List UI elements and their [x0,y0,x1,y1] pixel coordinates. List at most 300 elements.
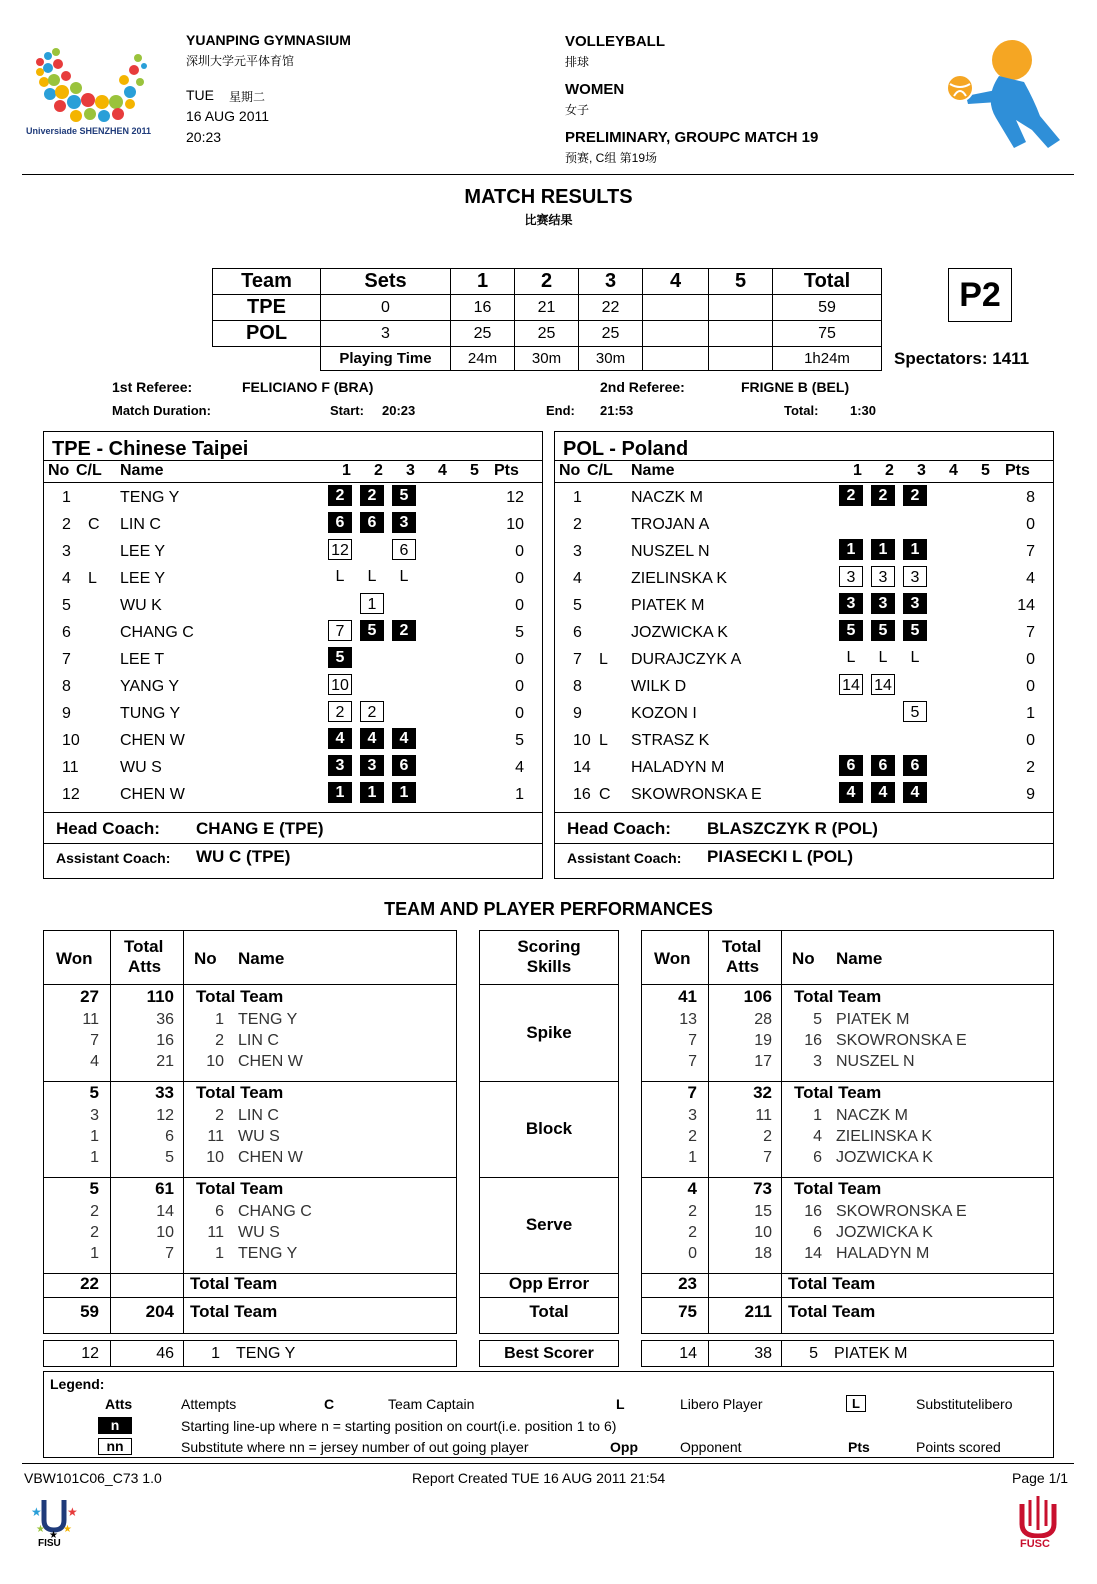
player-no: 6 [215,1203,224,1220]
team-b-best-scorer [641,1340,1054,1367]
player-name: NACZK M [631,489,703,506]
set-1-entry: 5 [328,647,352,668]
player-number: 2 [573,516,582,533]
player-no: 10 [206,1149,224,1166]
player-name: TUNG Y [120,705,181,722]
group-divider [44,1081,456,1082]
player-name: YANG Y [120,678,179,695]
player-name: WILK D [631,678,687,695]
sets-b-sets: 3 [321,321,451,347]
player-no: 2 [215,1032,224,1049]
set-3-entry: 1 [903,539,927,560]
player-points: 5 [515,624,524,641]
player-no: 11 [207,1224,224,1241]
sets-a-5 [709,295,773,321]
group-total-team: Total Team [196,987,284,1006]
col-atts: Atts [726,957,760,976]
header-divider [480,984,618,985]
player-number: 1 [62,489,71,506]
sets-b-2: 25 [515,321,579,347]
opp-divider [642,1297,1053,1298]
player-name: DURAJCZYK A [631,651,742,668]
legend-lbox-desc: Substitutelibero [916,1396,1013,1412]
group-won: 41 [678,987,697,1006]
team-b-panel [554,431,1054,879]
player-won: 7 [90,1032,99,1049]
player-points: 0 [515,651,524,668]
player-name: HALADYN M [836,1245,930,1262]
player-name: LIN C [238,1032,279,1049]
player-atts: 19 [754,1032,772,1049]
player-points: 7 [1026,543,1035,560]
col-total: Total [124,937,164,956]
roster-header-divider [555,482,1053,483]
legend-atts-desc: Attempts [181,1396,237,1412]
sets-pt-blank [213,347,321,371]
player-number: 3 [573,543,582,560]
player-row [555,511,1053,538]
set-1-entry: 4 [839,782,863,803]
sets-b-4 [643,321,709,347]
player-name: TENG Y [238,1245,298,1262]
set-3-entry: 5 [903,620,927,641]
player-atts: 12 [156,1107,174,1124]
player-points: 1 [1026,705,1035,722]
player-won: 1 [90,1245,99,1262]
player-won: 1 [90,1149,99,1166]
start-time: 20:23 [382,403,416,418]
roster-header-no: No [559,462,581,479]
team-a-title: TPE - Chinese Taipei [52,438,249,460]
page-title: MATCH RESULTS [464,186,633,208]
col-won: Won [654,949,691,968]
scoring-skills-column [479,930,619,1334]
legend-c-key: C [324,1396,335,1412]
logo-text: Universiade SHENZHEN 2011 [26,126,152,136]
player-name: TENG Y [120,489,180,506]
col-divider [708,1341,709,1366]
roster-header-s3: 3 [917,462,926,479]
set-1-entry: 6 [839,755,863,776]
player-points: 0 [1026,678,1035,695]
player-name: TROJAN A [631,516,710,533]
spectators: Spectators: 1411 [894,349,1030,368]
set-3-entry: 6 [903,755,927,776]
player-name: WU S [238,1224,280,1241]
roster-header-s2: 2 [374,462,383,479]
venue-cn: 深圳大学元平体育馆 [186,54,295,68]
sets-header-1: 1 [451,269,515,295]
set-3-entry: 5 [392,485,416,506]
player-row [44,646,542,673]
group-total-team: Total Team [794,1179,882,1198]
player-name: CHEN W [120,732,185,749]
sets-header-5: 5 [709,269,773,295]
sets-header-total: Total [773,269,882,295]
set-2-entry: 2 [360,701,384,722]
player-atts: 7 [165,1245,174,1262]
roster-header-s1: 1 [853,462,862,479]
player-no: 1 [813,1107,822,1124]
fusc-logo-icon [1014,1494,1062,1538]
player-number: 6 [62,624,71,641]
player-row [555,727,1053,754]
sport-cn: 排球 [565,55,590,69]
head-coach: CHANG E (TPE) [196,819,324,838]
player-no: 16 [804,1032,822,1049]
page-number: Page 1/1 [1012,1470,1069,1486]
player-row [555,754,1053,781]
team-a-best-scorer [43,1340,457,1367]
player-row [555,700,1053,727]
player-points: 0 [515,597,524,614]
set-1-entry: 2 [328,701,352,722]
player-number: 6 [573,624,582,641]
player-role: L [88,570,97,587]
player-name: WU S [238,1128,280,1145]
group-total-team: Total Team [196,1179,284,1198]
group-won: 5 [89,1083,99,1102]
player-number: 9 [62,705,71,722]
player-points: 12 [506,489,524,506]
legend-pts-key: Pts [848,1439,870,1455]
legend-nn-key: nn [98,1438,132,1455]
skill-serve: Serve [525,1215,573,1234]
player-role: L [599,732,608,749]
roster-header-name: Name [120,462,164,479]
col-divider [781,1341,782,1366]
fisu-logo [26,1496,82,1552]
group-won: 4 [687,1179,697,1198]
total-label: Total [529,1302,569,1321]
group-divider [642,1081,1053,1082]
roster-header-pts: Pts [1005,462,1030,479]
opp-divider [44,1297,456,1298]
playing-time-total: 1h24m [773,347,882,371]
volleyball-mascot-icon [944,38,1069,162]
best-won: 12 [81,1345,99,1362]
best-name: PIATEK M [834,1345,908,1362]
player-name: LIN C [238,1107,279,1124]
best-scorer-label: Best Scorer [504,1345,594,1362]
set-2-entry: 2 [360,485,384,506]
group-divider [44,1177,456,1178]
set-2-entry: 3 [871,566,895,587]
roster-header-s2: 2 [885,462,894,479]
player-name: WU K [120,597,162,614]
player-number: 8 [573,678,582,695]
set-3-entry: 1 [392,782,416,803]
set-1-entry: L [335,568,345,585]
player-row [44,754,542,781]
group-total-team: Total Team [794,1083,882,1102]
player-points: 10 [506,516,524,533]
player-no: 16 [804,1203,822,1220]
ref2-label: 2nd Referee: [600,379,685,395]
assistant-coach-label: Assistant Coach: [56,850,171,866]
player-number: 14 [573,759,591,776]
fusc-text: FUSC [1020,1538,1050,1550]
report-code-footer: VBW101C06_C73 1.0 [24,1470,162,1486]
set-1-entry: 3 [328,755,352,776]
player-won: 11 [82,1011,99,1028]
player-number: 9 [573,705,582,722]
player-won: 7 [688,1032,697,1049]
player-name: JOZWICKA K [631,624,728,641]
player-atts: 16 [156,1032,174,1049]
gender: WOMEN [565,81,625,98]
player-won: 3 [688,1107,697,1124]
player-points: 14 [1017,597,1035,614]
phase: PRELIMINARY, GROUPC MATCH 19 [565,129,819,146]
set-1-entry: 3 [839,593,863,614]
player-number: 5 [573,597,582,614]
set-3-entry: 5 [903,701,927,722]
legend-c-desc: Team Captain [388,1396,475,1412]
set-3-entry: 6 [392,539,416,560]
time: 20:23 [186,129,222,145]
player-name: CHEN W [238,1149,303,1166]
player-points: 0 [515,705,524,722]
set-1-entry: 2 [839,485,863,506]
group-won: 7 [687,1083,697,1102]
player-name: KOZON I [631,705,697,722]
player-atts: 6 [165,1128,174,1145]
sets-team-b: POL [213,321,321,347]
total-atts: 211 [744,1302,772,1321]
player-name: JOZWICKA K [836,1149,933,1166]
sets-a-total: 59 [773,295,882,321]
roster-header-name: Name [631,462,675,479]
player-name: ZIELINSKA K [631,570,728,587]
player-row [555,646,1053,673]
player-row [44,565,542,592]
header-divider [22,174,1074,175]
set-2-entry: 1 [360,782,384,803]
set-1-entry: 1 [328,782,352,803]
set-1-entry: 14 [839,674,863,695]
set-2-entry: 3 [360,755,384,776]
player-won: 13 [679,1011,697,1028]
player-points: 7 [1026,624,1035,641]
player-row [44,511,542,538]
player-name: HALADYN M [631,759,725,776]
player-number: 10 [573,732,591,749]
ref2: FRIGNE B (BEL) [741,379,850,395]
col-divider [183,1341,184,1366]
skill-block: Block [525,1119,573,1138]
roster-header-pts: Pts [494,462,519,479]
legend-pts-desc: Points scored [916,1439,1001,1455]
player-name: ZIELINSKA K [836,1128,933,1145]
set-3-entry: 3 [903,593,927,614]
legend-atts-key: Atts [105,1396,133,1412]
set-1-entry: 3 [839,566,863,587]
player-no: 10 [206,1053,224,1070]
player-won: 0 [688,1245,697,1262]
best-atts: 46 [156,1345,174,1362]
col-no: No [194,949,217,968]
set-3-entry: L [399,568,409,585]
player-row [555,538,1053,565]
opp-error-won: 23 [678,1274,697,1293]
player-atts: 5 [165,1149,174,1166]
end-time: 21:53 [600,403,634,418]
svg-text:★: ★ [31,1505,42,1519]
player-won: 2 [688,1203,697,1220]
head-coach-label: Head Coach: [56,819,160,838]
ref1-label: 1st Referee: [112,379,193,395]
player-no: 11 [207,1128,224,1145]
player-points: 9 [1026,786,1035,803]
player-won: 7 [688,1053,697,1070]
player-atts: 17 [754,1053,772,1070]
set-3-entry: 2 [392,620,416,641]
player-name: NUSZEL N [836,1053,915,1070]
set-2-entry: 14 [871,674,895,695]
roster-header-s1: 1 [342,462,351,479]
total-total-team: Total Team [190,1302,278,1321]
player-row [44,781,542,808]
player-row [555,592,1053,619]
player-name: SKOWRONSKA E [836,1203,967,1220]
player-points: 0 [1026,651,1035,668]
player-no: 14 [804,1245,822,1262]
svg-text:★: ★ [63,1524,72,1535]
player-won: 1 [90,1128,99,1145]
player-row [555,781,1053,808]
set-3-entry: 4 [903,782,927,803]
set-2-entry: 3 [871,593,895,614]
roster-header-cl: C/L [587,462,613,479]
phase-cn: 预赛, C组 第19场 [565,151,658,165]
set-2-entry: 1 [360,593,384,614]
total-won: 75 [678,1302,697,1321]
day-cn: 星期二 [229,90,266,104]
set-1-entry: 2 [328,485,352,506]
assistant-divider [44,843,542,844]
fisu-text: FISU [38,1538,61,1549]
player-row [44,484,542,511]
col-scoring: Scoring [517,937,581,956]
player-name: NUSZEL N [631,543,710,560]
player-points: 1 [515,786,524,803]
set-3-entry: 6 [392,755,416,776]
sets-b-total: 75 [773,321,882,347]
svg-text:★: ★ [49,1530,58,1538]
head-coach-label: Head Coach: [567,819,671,838]
player-row [555,484,1053,511]
player-name: CHANG C [120,624,194,641]
group-atts: 61 [155,1179,174,1198]
player-won: 2 [90,1203,99,1220]
assistant-coach: WU C (TPE) [196,847,291,866]
player-won: 2 [688,1128,697,1145]
performances-title: TEAM AND PLAYER PERFORMANCES [384,899,713,919]
player-atts: 14 [156,1203,174,1220]
player-name: NACZK M [836,1107,908,1124]
group-won: 27 [80,987,99,1006]
player-atts: 18 [754,1245,772,1262]
best-scorer-label-box [479,1340,619,1367]
set-2-entry: 6 [871,755,895,776]
player-number: 5 [62,597,71,614]
legend-opp-key: Opp [610,1439,638,1455]
best-name: TENG Y [236,1345,296,1362]
svg-text:★: ★ [67,1505,78,1519]
end-label: End: [546,403,575,418]
player-role: L [599,651,608,668]
player-number: 2 [62,516,71,533]
player-name: LEE T [120,651,165,668]
opp-divider [480,1297,618,1298]
player-points: 0 [1026,516,1035,533]
player-row [555,565,1053,592]
opp-error-label: Opp Error [508,1274,590,1293]
col-total: Total [722,937,762,956]
player-name: PIATEK M [631,597,705,614]
player-atts: 28 [754,1011,772,1028]
opp-error-won: 22 [80,1274,99,1293]
fisu-logo-icon [26,1496,82,1538]
player-points: 0 [515,570,524,587]
team-a-panel [43,431,543,879]
duration-label: Match Duration: [112,403,211,418]
player-name: WU S [120,759,162,776]
player-number: 4 [573,570,582,587]
svg-text:★: ★ [36,1524,45,1535]
playing-time-1: 24m [451,347,515,371]
set-1-entry: 4 [328,728,352,749]
player-role: C [599,786,611,803]
set-1-entry: 5 [839,620,863,641]
set-2-entry: 1 [871,539,895,560]
date: 16 AUG 2011 [186,108,270,124]
col-name: Name [238,949,285,968]
ref1: FELICIANO F (BRA) [242,379,374,395]
player-number: 12 [62,786,80,803]
player-number: 11 [62,759,79,776]
player-won: 4 [90,1053,99,1070]
coach-divider [44,812,542,813]
player-no: 1 [215,1245,224,1262]
player-atts: 10 [754,1224,772,1241]
player-name: CHEN W [238,1053,303,1070]
footer-divider [22,1463,1074,1464]
legend-opp-desc: Opponent [680,1439,742,1455]
roster-header-s3: 3 [406,462,415,479]
player-number: 16 [573,786,591,803]
best-no: 1 [211,1345,220,1362]
playing-time-4 [643,347,709,371]
total-atts: 204 [145,1302,174,1321]
sets-header-sets: Sets [321,269,451,295]
panel-title-divider [44,460,542,461]
group-atts: 32 [753,1083,772,1102]
sets-header-2: 2 [515,269,579,295]
player-no: 6 [813,1224,822,1241]
player-row [44,727,542,754]
legend-n-key: n [98,1417,132,1434]
best-atts: 38 [754,1345,772,1362]
player-row [44,538,542,565]
player-atts: 7 [763,1149,772,1166]
player-row [44,673,542,700]
report-created: Report Created TUE 16 AUG 2011 21:54 [412,1470,666,1486]
player-name: SKOWRONSKA E [631,786,762,803]
set-1-entry: 10 [328,674,352,695]
set-2-entry: 4 [360,728,384,749]
